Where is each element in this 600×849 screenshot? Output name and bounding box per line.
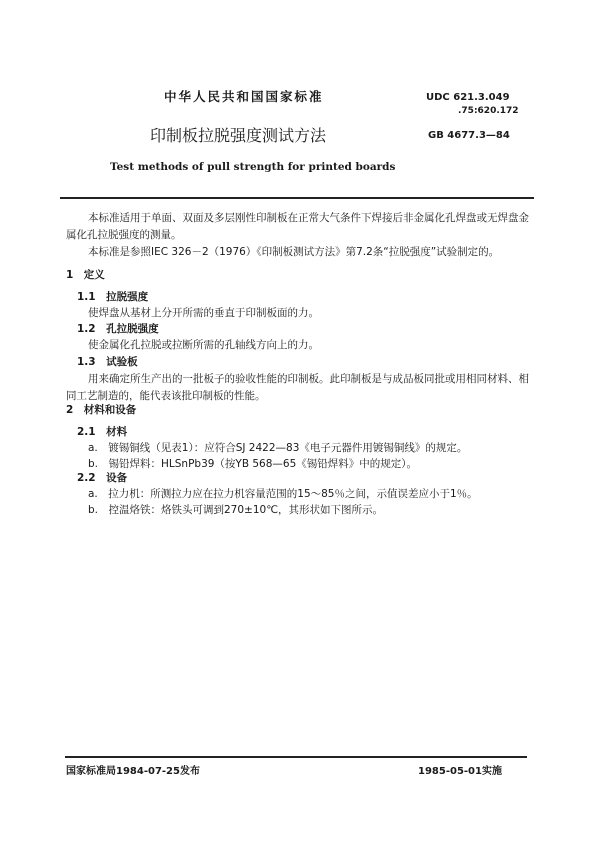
intro-paragraph-1: 本标准适用于单面、双面及多层刚性印制板在正常大气条件下焊接后非金属化孔焊盘或无焊盘金 xyxy=(88,212,529,224)
issue-date: 国家标准局1984-07-25发布 xyxy=(66,766,200,777)
header-divider xyxy=(60,197,534,199)
document-title: 印制板拉脱强度测试方法 xyxy=(150,126,327,145)
section-2-2-heading: 2.2 设备 xyxy=(77,472,128,484)
material-item-a: a. 镀锡铜线（见表1）：应符合SJ 2422—83《电子元器件用镀锡铜线》的规定。 xyxy=(88,442,468,454)
equipment-item-a: a. 拉力机：所测拉力应在拉力机容量范围的15～85％之间，示值误差应小于1％。 xyxy=(88,488,478,500)
intro-paragraph-2: 本标准是参照IEC 326－2（1976）《印制板测试方法》第7.2条“拉脱强度”试验制定的。 xyxy=(88,246,500,258)
equipment-item-b: b. 控温烙铁：烙铁头可调到270±10℃，其形状如下图所示。 xyxy=(88,504,383,516)
udc-code-line2: .75:620.172 xyxy=(458,106,519,116)
standard-number: GB 4677.3—84 xyxy=(428,130,510,141)
issuing-org: 中华人民共和国国家标准 xyxy=(164,89,324,104)
section-1-2-text: 使金属化孔拉脱或拉断所需的孔轴线方向上的力。 xyxy=(88,339,319,351)
material-item-b: b. 锡铅焊料：HLSnPb39（按YB 568—65《锡铅焊料》中的规定）。 xyxy=(88,458,418,470)
section-2-heading: 2 材料和设备 xyxy=(66,404,137,416)
section-1-2-heading: 1.2 孔拉脱强度 xyxy=(77,323,159,335)
section-1-1-text: 使焊盘从基材上分开所需的垂直于印制板面的力。 xyxy=(88,307,319,319)
section-2-1-heading: 2.1 材料 xyxy=(77,426,128,438)
udc-code-line1: UDC 621.3.049 xyxy=(426,92,510,103)
section-1-1-heading: 1.1 拉脱强度 xyxy=(77,291,149,303)
english-title: Test methods of pull strength for printed boards xyxy=(110,161,396,173)
section-1-heading: 1 定义 xyxy=(66,269,105,281)
section-1-3-text-cont: 同工艺制造的，能代表该批印制板的性能。 xyxy=(66,390,266,402)
effective-date: 1985-05-01实施 xyxy=(418,766,502,777)
section-1-3-text: 用来确定所生产出的一批板子的验收性能的印制板。此印制板是与成品板同批或用相同材料、相 xyxy=(88,373,529,385)
section-1-3-heading: 1.3 试验板 xyxy=(77,356,138,368)
footer-divider xyxy=(65,756,527,758)
intro-paragraph-1-cont: 属化孔拉脱强度的测量。 xyxy=(66,229,182,241)
